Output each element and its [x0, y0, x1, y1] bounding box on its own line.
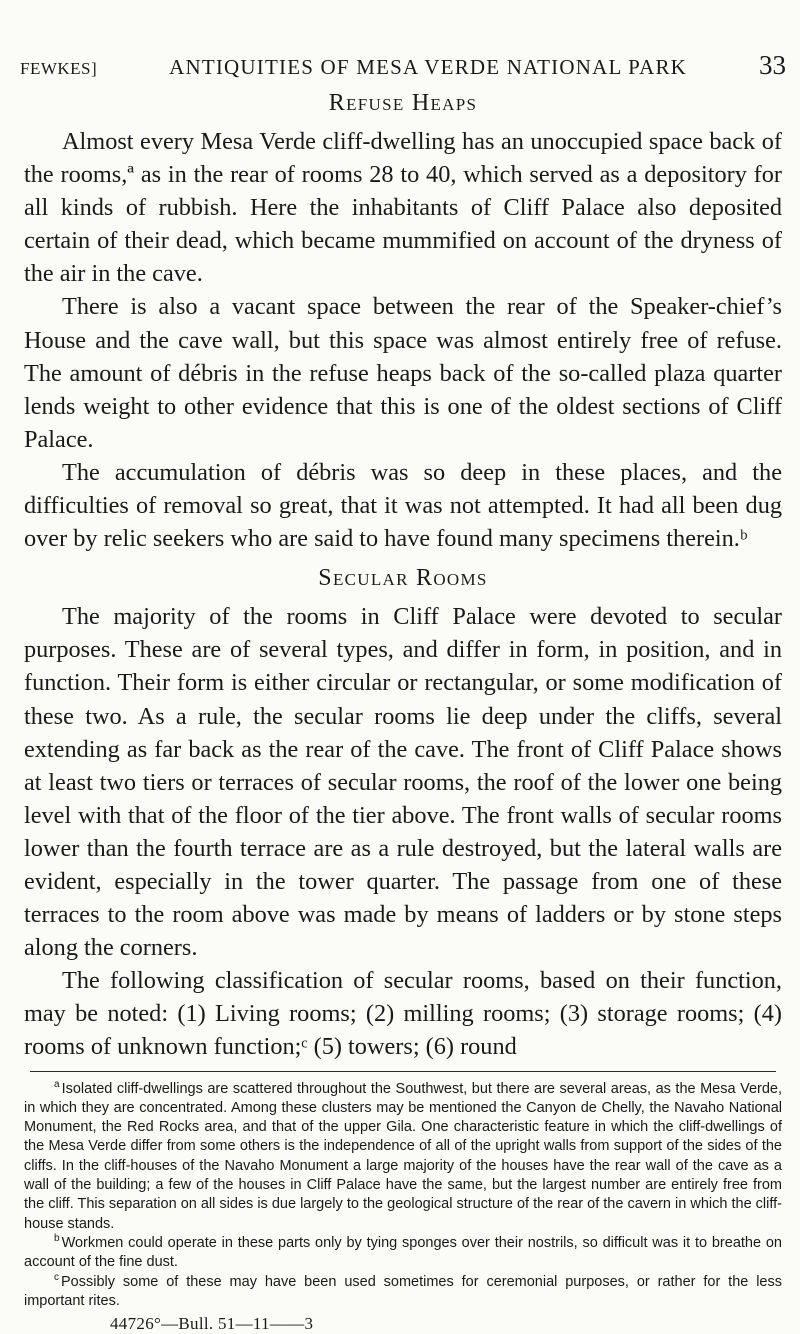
footnote-divider [30, 1071, 776, 1072]
page-number: 33 [758, 50, 786, 80]
footnote-text: Isolated cliff-dwellings are scattered throughout the Southwest, but there are several areas, as the Mesa Verde, in which they are concentrated. Among these clusters may be mentioned the Canyon de Chelly, the Navaho National Monument, the Red Rocks area, and that of the upper Gila. One characteristic feature in which the cliff-dwellings of the Mesa Verde differ from some others is the independence of all of the upright walls from support of the sides of the cliffs. In the cliff-houses of the Navaho Monument a large majority of the houses have the rear wall of the cave as a wall of the building; a few of the houses in Cliff Palace have the same, but the largest number are entirely free from the cliff. This separation on all sides is due largely to the geological structure of the rear of the cavern in which the cliff-house stands. [24, 1080, 782, 1232]
paragraph: The accumulation of débris was so deep in these places, and the difficulties of removal so great, that it was not attempted. It had all been dug over by relic seekers who are said to have found many specimens therein.ᵇ [24, 458, 782, 553]
running-head-author: FEWKES] [20, 59, 98, 78]
paragraph: The majority of the rooms in Cliff Palace were devoted to secular purposes. These are of several types, and differ in form, in position, and in function. Their form is either circular or rectangular, or some modification of these two. As a rule, the secular rooms lie deep under the cliffs, several extending as far back as the rear of the cave. The front of Cliff Palace shows at least two tiers or terraces of secular rooms, the roof of the lower one being level with that of the floor of the tier above. The front walls of secular rooms lower than the fourth terrace are as a rule destroyed, but the lateral walls are evident, especially in the tower quarter. The passage from one of these terraces to the room above was made by means of ladders or by stone steps along the corners. [24, 603, 782, 962]
running-head [20, 50, 786, 81]
footnote-text: Workmen could operate in these parts only by tying sponges over their nostrils, so difficult was it to breathe on account of the fine dust. [24, 1234, 782, 1271]
section-heading-secular-rooms: Secular Rooms [318, 565, 488, 592]
footnote [24, 1273, 782, 1312]
page-content [24, 90, 782, 1334]
paragraph: Almost every Mesa Verde cliff-dwelling has an unoccupied space back of the rooms,ª as in the rear of rooms 28 to 40, which served as a depository for all kinds of rubbish. Here the inhabitants of Cliff Palace also deposited certain of their dead, which became mummified on account of the dryness of the air in the cave. [24, 128, 782, 288]
footnote-mark: c [54, 1271, 59, 1283]
paragraph: The following classification of secular rooms, based on their function, may be noted: (1) Living rooms; (2) milling rooms; (3) storage rooms; (4) rooms of unknown function;ᶜ (5) towers; (6) round [24, 967, 782, 1061]
footnote-mark: b [54, 1233, 60, 1245]
printer-signature: 44726°—Bull. 51—11——3 [110, 1314, 314, 1334]
running-head-title: ANTIQUITIES OF MESA VERDE NATIONAL PARK [169, 55, 688, 79]
footnote [24, 1234, 782, 1273]
paragraph: There is also a vacant space between the rear of the Speaker-chief’s House and the cave wall, but this space was almost entirely free of refuse. The amount of débris in the refuse heaps back of the so-called plaza quarter lends weight to other evidence that this is one of the oldest sections of Cliff Palace. [24, 293, 782, 453]
footnote-mark: a [54, 1078, 60, 1090]
footnote-text: Possibly some of these may have been used sometimes for ceremonial purposes, or rather for the less important rites. [24, 1273, 782, 1309]
section-heading-refuse-heaps: Refuse Heaps [328, 90, 478, 116]
footnote [24, 1080, 782, 1234]
